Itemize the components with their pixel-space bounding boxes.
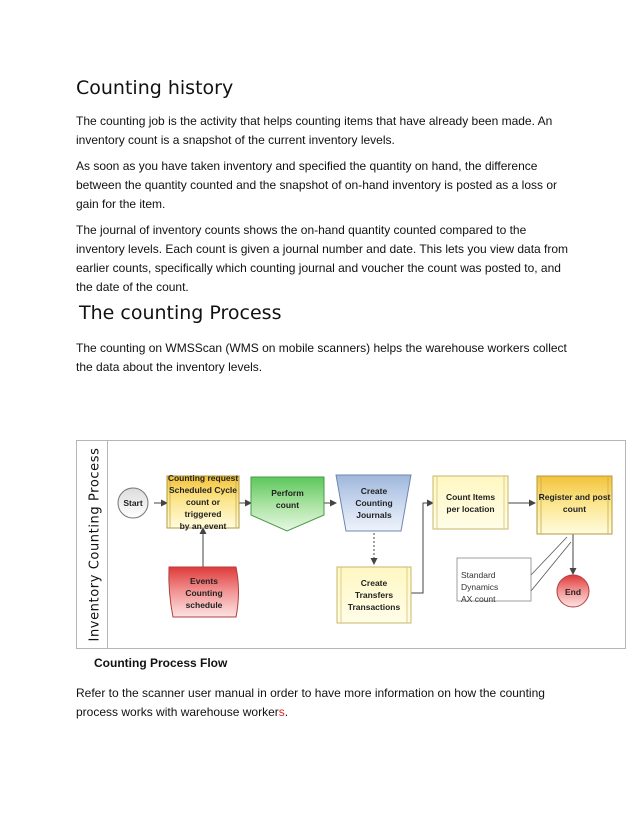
lane-label: Inventory Counting Process	[87, 447, 103, 642]
section-title-counting-process: The counting Process	[79, 302, 282, 324]
counting-request-label: Counting request Scheduled Cycle count or triggered by an event	[167, 473, 239, 531]
diagram-caption: Counting Process Flow	[94, 656, 228, 670]
paragraph-footer	[76, 684, 571, 722]
paragraph-wmsscan: The counting on WMSScan (WMS on mobile scanners) helps the warehouse workers collect the data about the inventory levels.	[76, 341, 567, 374]
register-post-label: Register and post count	[538, 491, 611, 514]
lane-divider	[107, 441, 108, 648]
note-label: Standard Dynamics AX count	[461, 570, 499, 604]
paragraph-inventory-difference: As soon as you have taken inventory and specified the quantity on hand, the difference between the quantity counted and the snapshot of on-hand inventory is posted as a loss or gain for the item.	[76, 159, 557, 211]
events-schedule-label: Events Counting schedule	[185, 576, 223, 610]
paragraph-counting-job: The counting job is the activity that helps counting items that have already been made. An inventory count is a snapshot of the current inventory levels.	[76, 114, 553, 147]
start-label: Start	[123, 498, 143, 508]
create-counting-journals-label: Create Counting Journals	[355, 486, 393, 520]
section-title-counting-history: Counting history	[76, 77, 234, 99]
perform-count-label: Perform count	[271, 488, 304, 510]
counting-process-diagram	[76, 440, 626, 649]
end-label: End	[564, 587, 582, 597]
count-items-label: Count Items per location	[445, 491, 496, 514]
footer-period: .	[284, 705, 289, 719]
footer-last-char: s	[278, 705, 285, 719]
create-transfers-label: Create Transfers Transactions	[347, 578, 401, 612]
paragraph-journal: The journal of inventory counts shows the on-hand quantity counted compared to the inventory levels. Each count is given a journal number and date. This lets you view data from earlier counts, specifically which counting journal and voucher the count was posted to, and the date of the count.	[76, 223, 569, 294]
footer-text: Refer to the scanner user manual in order to have more information on how the counting process works with warehouse worker	[76, 686, 545, 719]
arrow-transfers-to-count-items	[411, 503, 433, 593]
